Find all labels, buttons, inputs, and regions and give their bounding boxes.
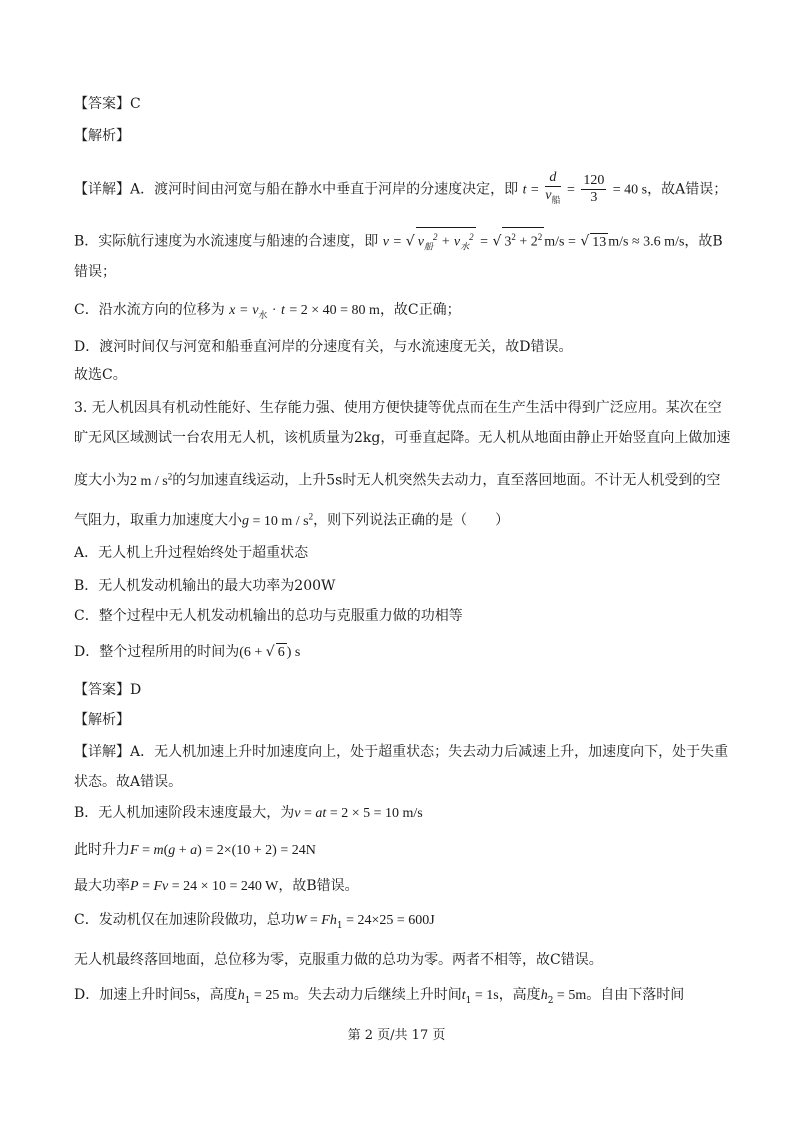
q2-answer: 【答案】C	[74, 96, 141, 112]
q2-analysis-heading: 【解析】	[74, 128, 130, 144]
q3-detail-c-line-1: C．发动机仅在加速阶段做功，总功$W = Fh_1 = 24\times 25 = 600J$	[74, 912, 435, 931]
q3-option-c: C．整个过程中无人机发动机输出的总功与克服重力做的功相等	[74, 608, 463, 624]
q3-stem-line-1: 3. 无人机因具有机动性能好、生存能力强、使用方便快捷等优点而在生产生活中得到广泛应用。某次在空	[74, 400, 722, 416]
q2-detail-b: B．实际航行速度为水流速度与船速的合速度，即 v = √ $v_船^2 + v_水^2$ = √ $3^2 + 2^2$ m/s = √ 13 m/s ≈ 3.6 m/s，故B	[74, 227, 733, 255]
q3-detail-b-line-3: 最大功率P = Fv = 24 × 10 = 240 W，故B错误。	[74, 878, 359, 894]
q3-stem-line-4: 气阻力，取重力加速度大小g = 10 m / $s^2$，则下列说法正确的是（ ）	[74, 511, 510, 529]
q3-option-a: A．无人机上升过程始终处于超重状态	[74, 545, 309, 561]
q3-detail-d-line-1: D．加速上升时间5s，高度$h_1 = 25$ m。失去动力后继续上升时间$t_1 = 1s$，高度$h_2 = 5m$。自由下落时间	[74, 987, 685, 1006]
q2-detail-b-cont: 错误；	[74, 264, 116, 280]
q2-select: 故选C。	[74, 367, 127, 383]
q3-option-b: B．无人机发动机输出的最大功率为200W	[74, 578, 336, 594]
q3-detail-b-line-2: 此时升力F = m(g + a) = 2×(10 + 2) = 24N	[74, 842, 316, 858]
q3-stem-line-3: 度大小为2 m / $s^2$的匀加速直线运动，上升5s时无人机突然失去动力，直至落回地面。不计无人机受到的空	[74, 471, 721, 489]
q3-detail-a-line-1: 【详解】A．无人机加速上升时加速度向上，处于超重状态；失去动力后减速上升，加速度向下，处于失重	[74, 744, 729, 760]
q3-answer: 【答案】D	[74, 682, 142, 698]
q3-analysis-heading: 【解析】	[74, 712, 130, 728]
q2-detail-c: C．沿水流方向的位移为 $x = v_水 \cdot t = 2 \times 40 = 80$ m，故C正确；	[74, 302, 461, 321]
q3-option-d: D．整个过程所用的时间为(6 + √ 6 ) s	[74, 644, 301, 660]
q3-stem-line-2: 旷无风区域测试一台农用无人机，该机质量为2kg，可垂直起降。无人机从地面由静止开始竖直向上做加速	[74, 430, 731, 446]
q2-detail-d: D．渡河时间仅与河宽和船垂直河岸的分速度有关，与水流速度无关，故D错误。	[74, 339, 573, 355]
q3-detail-b-line-1: B．无人机加速阶段末速度最大，为v = at = 2 × 5 = 10 m/s	[74, 805, 423, 821]
q3-detail-c-line-2: 无人机最终落回地面，总位移为零，克服重力做的总功为零。两者不相等，故C错误。	[74, 952, 603, 968]
q2-detail-a: 【详解】A．渡河时间由河宽与船在静水中垂直于河岸的分速度决定，即 t = $\frac{d}{v_船}$ = $\frac{120}{3}$ = 40 s，故A错误；	[74, 170, 728, 206]
page-footer: 第 2 页/共 17 页	[347, 1028, 446, 1043]
q3-detail-a-line-2: 状态。故A错误。	[74, 774, 183, 790]
